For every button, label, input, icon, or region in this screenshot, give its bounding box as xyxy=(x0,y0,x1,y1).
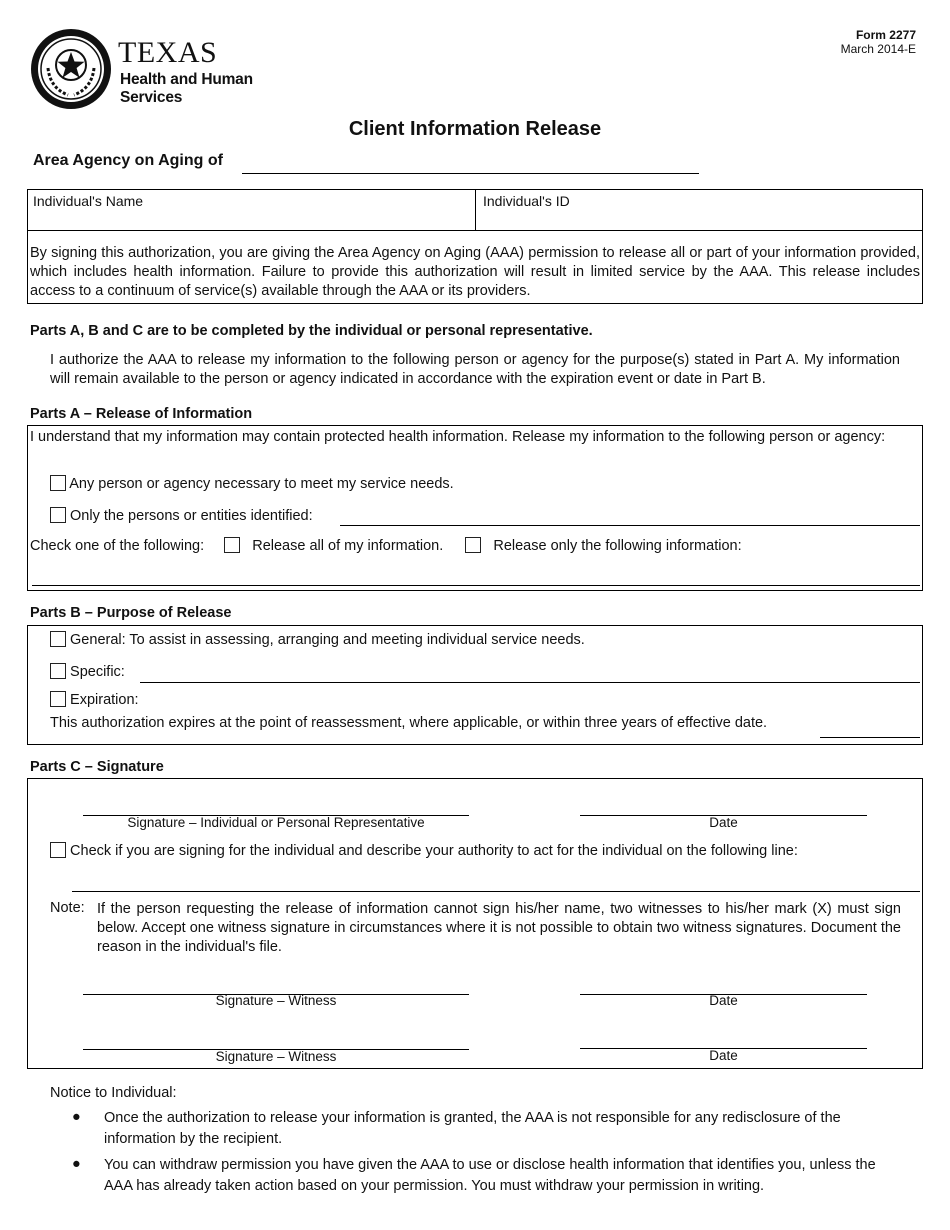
general-row xyxy=(50,631,585,648)
part-c-box xyxy=(27,778,923,1069)
individual-name-label: Individual's Name xyxy=(33,193,144,209)
part-b-heading: Parts B – Purpose of Release xyxy=(30,605,232,621)
part-a-intro: I understand that my information may contain protected health information. Release my information to the following person or agency: xyxy=(30,429,886,445)
parts-instruction: Parts A, B and C are to be completed by the individual or personal representative. xyxy=(30,323,593,339)
form-date: March 2014-E xyxy=(840,42,916,56)
notice-bullet: You can withdraw permission you have given the AAA to use or disclose health information that identifies you, unless the AAA has already taken action based on your permission. You must withdraw your permission in writing. xyxy=(104,1157,876,1194)
check-one-row xyxy=(30,537,742,554)
option-only-checkbox[interactable] xyxy=(50,507,66,523)
release-only-label: Release only the following information: xyxy=(493,538,742,554)
individual-date-label: Date xyxy=(709,815,738,830)
option-only-input-line[interactable] xyxy=(340,525,920,526)
part-a-heading: Parts A – Release of Information xyxy=(30,406,253,422)
expires-text: This authorization expires at the point of reassessment, where applicable, or within three years of effective date. xyxy=(50,715,768,731)
individual-id-field[interactable] xyxy=(476,210,922,230)
authority-checkbox[interactable] xyxy=(50,842,66,858)
notice-heading: Notice to Individual: xyxy=(50,1085,177,1101)
specific-row xyxy=(50,663,125,680)
part-a-box xyxy=(27,425,923,591)
option-any-label: Any person or agency necessary to meet my service needs. xyxy=(69,476,454,492)
individual-signature-label: Signature – Individual or Personal Representative xyxy=(127,815,425,830)
form-number: Form 2277 xyxy=(855,28,916,42)
expiration-label: Expiration: xyxy=(70,692,139,708)
specific-label: Specific: xyxy=(70,664,125,680)
release-all-checkbox[interactable] xyxy=(224,537,240,553)
authority-label: Check if you are signing for the individual and describe your authority to act for the individual on the following line: xyxy=(70,843,798,859)
bullet-dot-icon: ● xyxy=(72,1156,81,1172)
part-c-heading: Parts C – Signature xyxy=(30,759,164,775)
individual-id-label: Individual's ID xyxy=(483,193,570,209)
note-label: Note: xyxy=(50,900,85,916)
aaa-label: Area Agency on Aging of xyxy=(33,152,223,169)
check-one-label: Check one of the following: xyxy=(30,538,205,554)
form-identifier xyxy=(841,28,916,56)
authorization-box xyxy=(27,230,923,304)
option-any-row xyxy=(50,475,454,492)
notice-bullet: Once the authorization to release your information is granted, the AAA is not responsible for any redisclosure of the information by the recipient. xyxy=(104,1110,841,1147)
witness1-signature-label: Signature – Witness xyxy=(215,993,337,1008)
texas-seal-logo xyxy=(30,28,112,110)
authority-row xyxy=(50,842,798,859)
specific-input-line[interactable] xyxy=(140,682,920,683)
specific-checkbox[interactable] xyxy=(50,663,66,679)
agency-name-line1: Health and Human xyxy=(120,71,253,88)
release-details-input-line[interactable] xyxy=(32,585,920,586)
form-title: Client Information Release xyxy=(348,118,602,140)
witness2-date-label: Date xyxy=(709,1048,738,1063)
option-only-label: Only the persons or entities identified: xyxy=(70,508,313,524)
expiration-row xyxy=(50,691,139,708)
expiration-date-input-line[interactable] xyxy=(820,737,920,738)
release-only-checkbox[interactable] xyxy=(465,537,481,553)
individual-name-field[interactable] xyxy=(28,210,474,230)
note-text: If the person requesting the release of information cannot sign his/her name, two witnesses to his/her mark (X) must sign below. Accept one witness signature in circumstances where it is not possible to obtain two witness signatures. Document the reason in the individual's file. xyxy=(97,901,901,955)
authorize-paragraph: I authorize the AAA to release my information to the following person or agency for the purpose(s) stated in Part A. My information will remain available to the person or agency indicated in accordance with the expiration event or date in Part B. xyxy=(50,352,900,387)
option-only-row xyxy=(50,507,313,524)
authority-input-line[interactable] xyxy=(72,891,920,892)
agency-name-line2: Services xyxy=(120,89,183,106)
part-b-box xyxy=(27,625,923,745)
authorization-text: By signing this authorization, you are giving the Area Agency on Aging (AAA) permission to release all or part of your information provided, which includes health information. Failure to provide this authorization will result in limited service by the AAA. This release includes access to a continuum of service(s) available through the AAA or its providers. xyxy=(30,245,920,299)
witness1-date-label: Date xyxy=(709,993,738,1008)
agency-name-texas: TEXAS xyxy=(118,36,218,69)
expiration-checkbox[interactable] xyxy=(50,691,66,707)
aaa-input-line[interactable] xyxy=(242,173,699,174)
release-all-label: Release all of my information. xyxy=(252,538,444,554)
general-checkbox[interactable] xyxy=(50,631,66,647)
bullet-dot-icon: ● xyxy=(72,1109,81,1125)
general-label: General: To assist in assessing, arranging and meeting individual service needs. xyxy=(70,632,585,648)
option-any-checkbox[interactable] xyxy=(50,475,66,491)
witness2-signature-label: Signature – Witness xyxy=(215,1049,337,1064)
